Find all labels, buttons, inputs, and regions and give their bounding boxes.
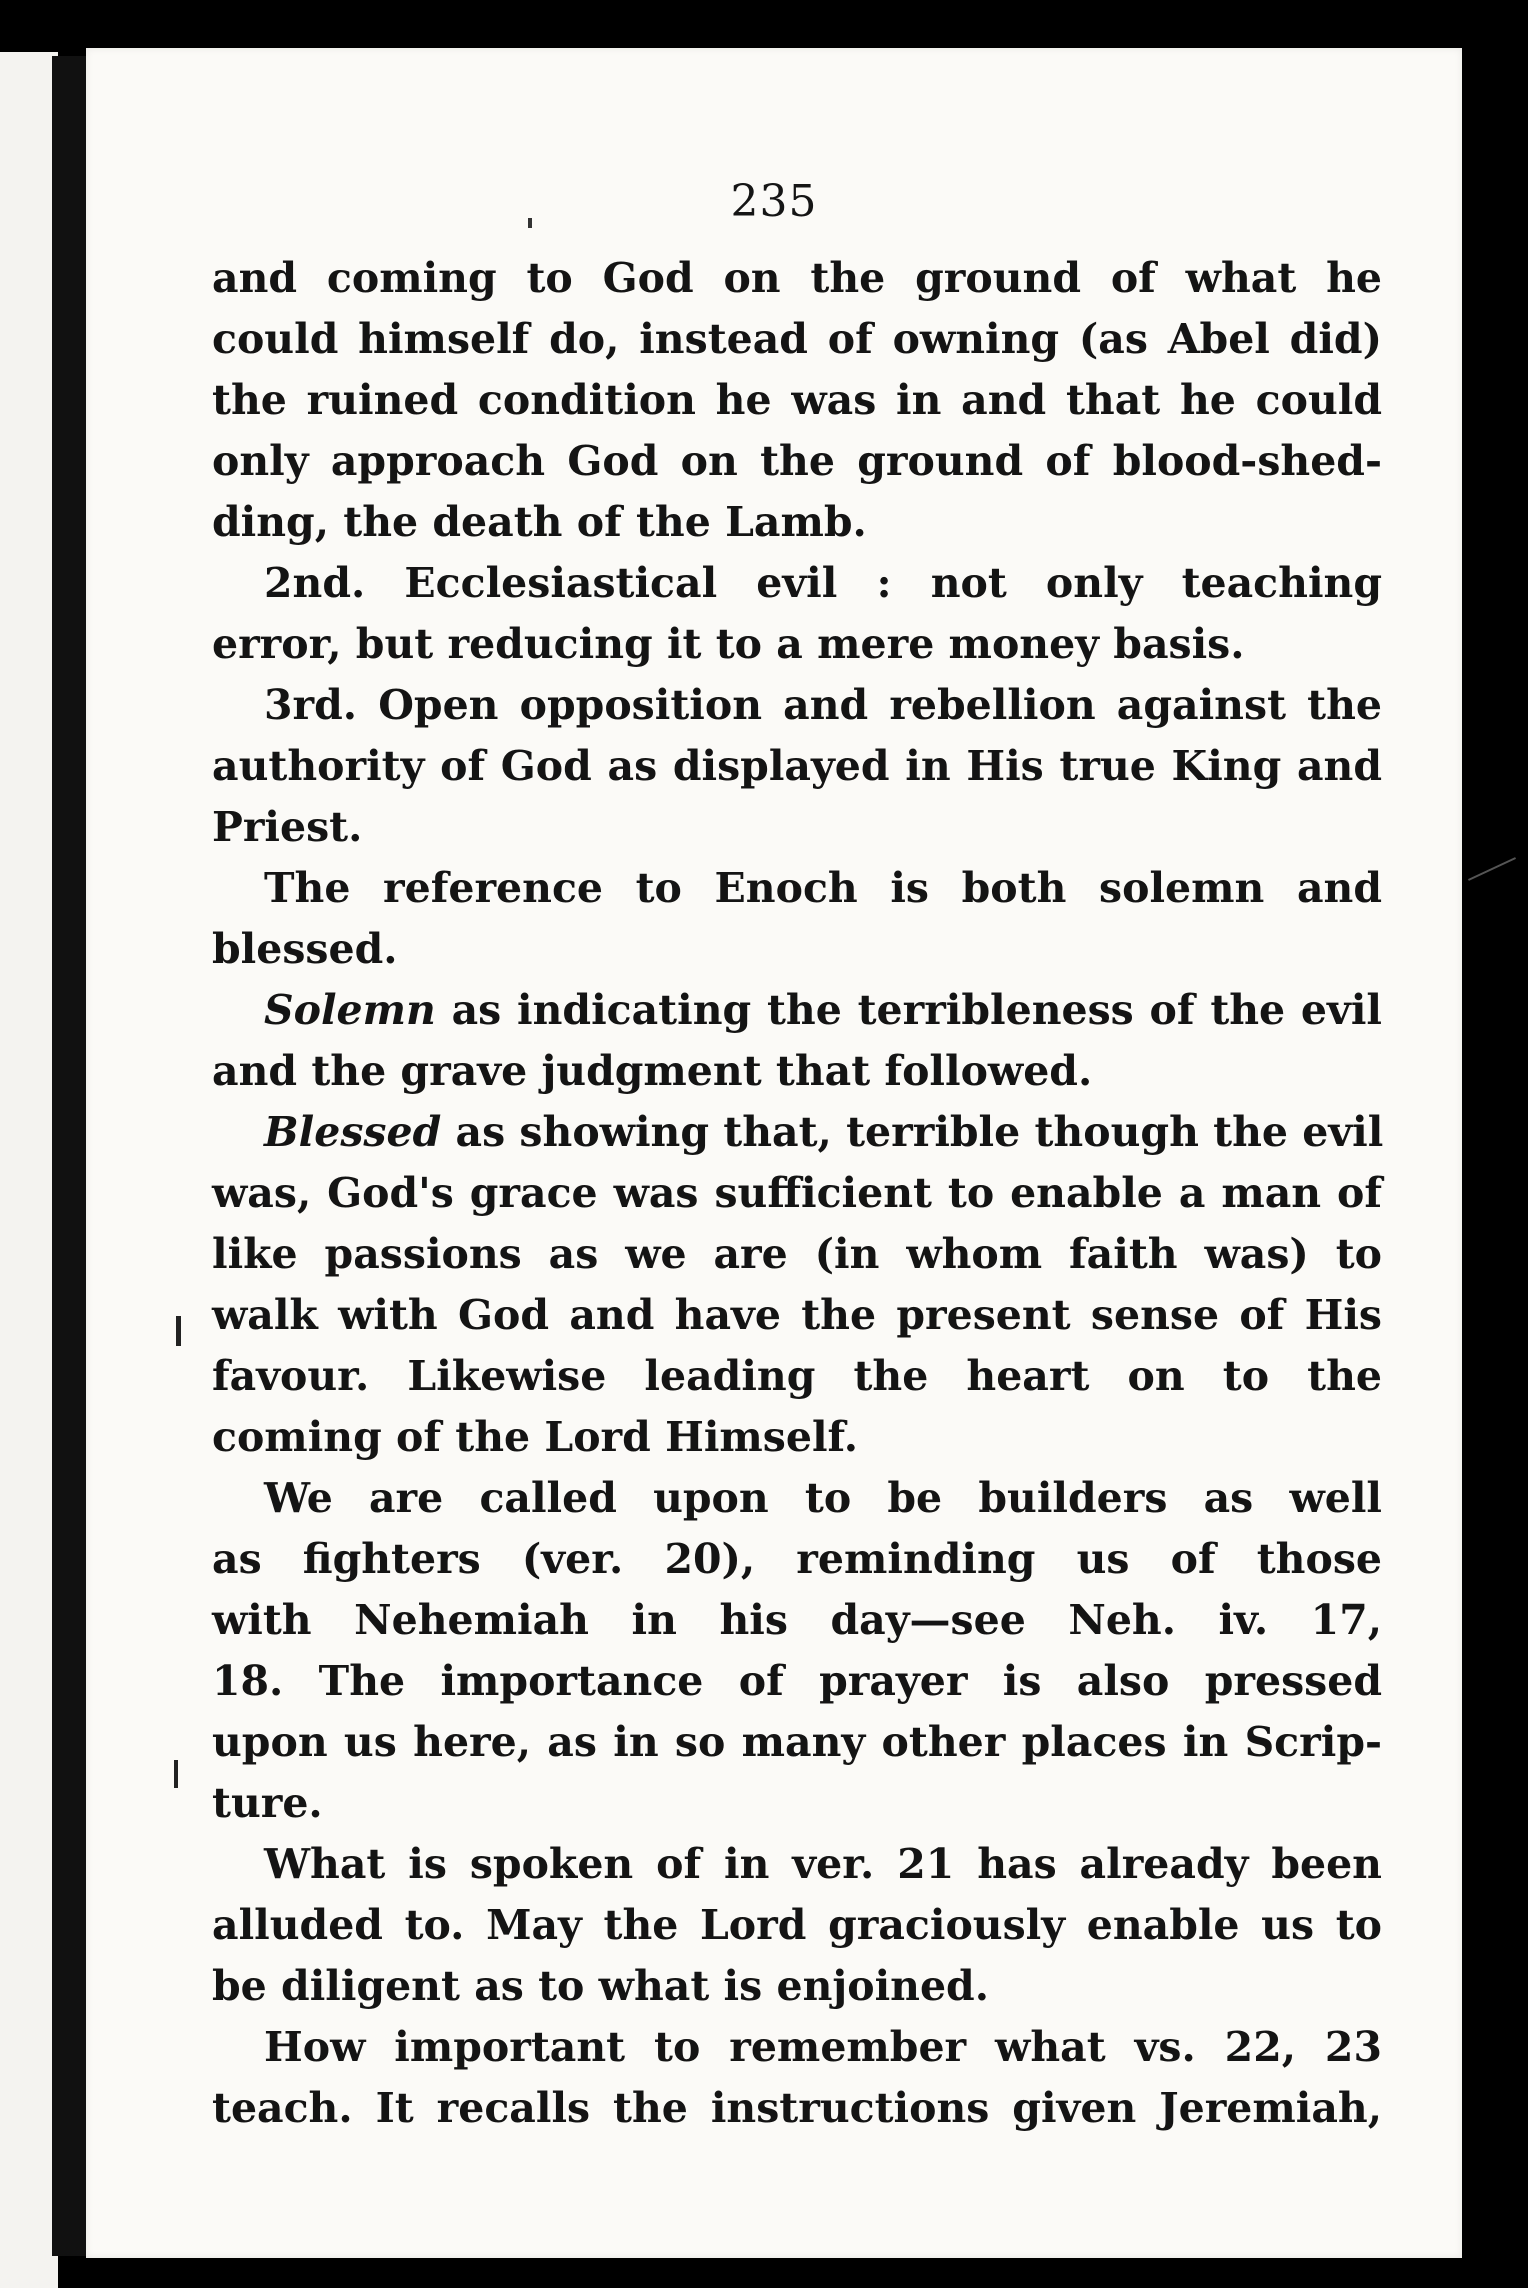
text-line: 18. The importance of prayer is also pressed <box>212 1657 1382 1705</box>
print-speck <box>528 218 532 228</box>
text-line: 2nd. Ecclesiastical evil : not only teaching <box>264 559 1382 607</box>
text-line: and coming to God on the ground of what he <box>212 254 1382 302</box>
paragraph <box>212 1834 1382 2017</box>
italic-term: Blessed <box>264 1108 442 1156</box>
text-line: authority of God as displayed in His true King and <box>212 742 1382 790</box>
paragraph <box>212 675 1382 858</box>
text-line: and the grave judgment that followed. <box>212 1047 1093 1095</box>
text-line: Priest. <box>212 803 363 851</box>
text-line: alluded to. May the Lord graciously enable us to <box>212 1901 1382 1949</box>
text-line: ture. <box>212 1779 323 1827</box>
text-line: We are called upon to be builders as well <box>264 1474 1382 1522</box>
body-text <box>212 248 1382 2139</box>
print-speck <box>174 1760 178 1788</box>
text-line: blessed. <box>212 925 398 973</box>
text-line: What is spoken of in ver. 21 has already been <box>264 1840 1382 1888</box>
paragraph <box>212 858 1382 980</box>
text-line: only approach God on the ground of blood-shed- <box>212 437 1382 485</box>
text-line: with Nehemiah in his day—see Neh. iv. 17, <box>212 1596 1382 1644</box>
text-line: be diligent as to what is enjoined. <box>212 1962 989 2010</box>
text-line: 3rd. Open opposition and rebellion against the <box>264 681 1382 729</box>
text-line: like passions as we are (in whom faith was) to <box>212 1230 1382 1278</box>
text-line: upon us here, as in so many other places in Scrip- <box>212 1718 1382 1766</box>
text-line: favour. Likewise leading the heart on to the <box>212 1352 1382 1400</box>
text-line: teach. It recalls the instructions given Jeremiah, <box>212 2084 1382 2132</box>
paragraph <box>212 1468 1382 1834</box>
text-line: the ruined condition he was in and that he could <box>212 376 1382 424</box>
text-line: as fighters (ver. 20), reminding us of those <box>212 1535 1382 1583</box>
text-line: error, but reducing it to a mere money basis. <box>212 620 1245 668</box>
text-segment: as showing that, terrible though the evil <box>441 1108 1384 1156</box>
text-line <box>212 1102 1382 1163</box>
text-line: ding, the death of the Lamb. <box>212 498 867 546</box>
print-speck <box>176 1316 181 1346</box>
paragraph <box>212 1102 1382 1468</box>
book-spine-shadow <box>52 56 86 2256</box>
paragraph <box>212 980 1382 1102</box>
text-line: could himself do, instead of owning (as Abel did) <box>212 315 1382 363</box>
margin-mark <box>1468 857 1516 881</box>
text-line <box>212 980 1382 1041</box>
italic-term: Solemn <box>264 986 436 1034</box>
text-line: The reference to Enoch is both solemn and <box>264 864 1382 912</box>
text-line: coming of the Lord Himself. <box>212 1413 858 1461</box>
paragraph <box>212 553 1382 675</box>
text-line: How important to remember what vs. 22, 23 <box>264 2023 1382 2071</box>
text-line: was, God's grace was sufficient to enable a man of <box>212 1169 1382 1217</box>
facing-page-edge <box>0 52 58 2288</box>
text-segment: as indicating the terribleness of the evil <box>435 986 1382 1034</box>
paragraph <box>212 2017 1382 2139</box>
page-number: 235 <box>730 176 818 227</box>
paragraph <box>212 248 1382 553</box>
book-page <box>86 48 1462 2258</box>
text-line: walk with God and have the present sense of His <box>212 1291 1382 1339</box>
